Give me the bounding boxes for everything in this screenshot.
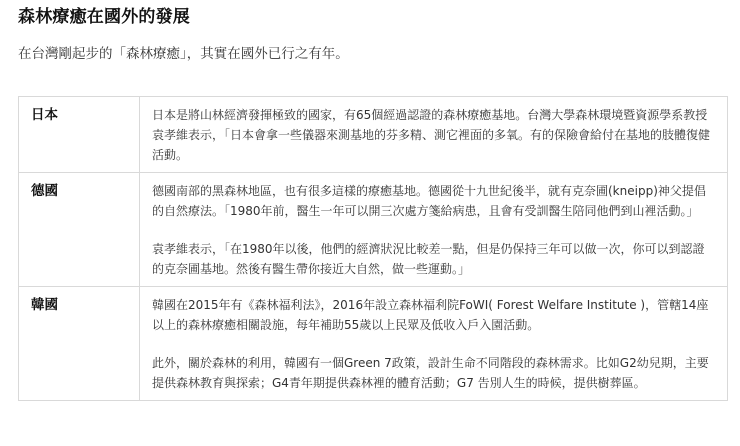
description-paragraph: 韓國在2015年有《森林福利法》，2016年設立森林福利院FoWI( Forest Welfare Institute )，管轄14座以上的森林療癒相關設施，每年補助55歲以上民眾及低收入戶入園活動。 — [152, 298, 709, 332]
description-paragraph: 德國南部的黑森林地區，也有很多這樣的療癒基地。德國從十九世紀後半，就有克奈圃(kneipp)神父提倡的自然療法。「1980年前，醫生一年可以開三次處方箋給病患，且會有受訓醫生陪同他們到山裡活動。」 — [152, 184, 706, 218]
country-table — [18, 96, 728, 401]
page-title: 森林療癒在國外的發展 — [18, 7, 190, 27]
page-subtitle: 在台灣剛起步的「森林療癒」，其實在國外已行之有年。 — [18, 46, 349, 62]
country-description — [140, 173, 728, 287]
country-description — [140, 287, 728, 401]
country-description — [140, 97, 728, 173]
description-paragraph: 日本是將山林經濟發揮極致的國家，有65個經過認證的森林療癒基地。台灣大學森林環境暨資源學系教授袁孝維表示，「日本會拿一些儀器來測基地的芬多精、測它裡面的多氧。有的保險會給付在基地的肢體復健活動。 — [152, 108, 711, 162]
description-paragraph: 袁孝維表示，「在1980年以後，他們的經濟狀況比較差一點，但是仍保持三年可以做一次，你可以到認證的克奈圃基地。然後有醫生帶你接近大自然，做一些運動。」 — [152, 242, 705, 276]
country-name: 日本 — [19, 97, 140, 173]
country-name: 韓國 — [19, 287, 140, 401]
country-name: 德國 — [19, 173, 140, 287]
table-row-japan — [19, 97, 728, 173]
table-row-germany — [19, 173, 728, 287]
description-paragraph: 此外，關於森林的利用，韓國有一個Green 7政策，設計生命不同階段的森林需求。比如G2幼兒期，主要提供森林教育與探索；G4青年期提供森林裡的體育活動；G7 告別人生的時候，提供樹葬區。 — [152, 356, 709, 390]
table-row-korea — [19, 287, 728, 401]
